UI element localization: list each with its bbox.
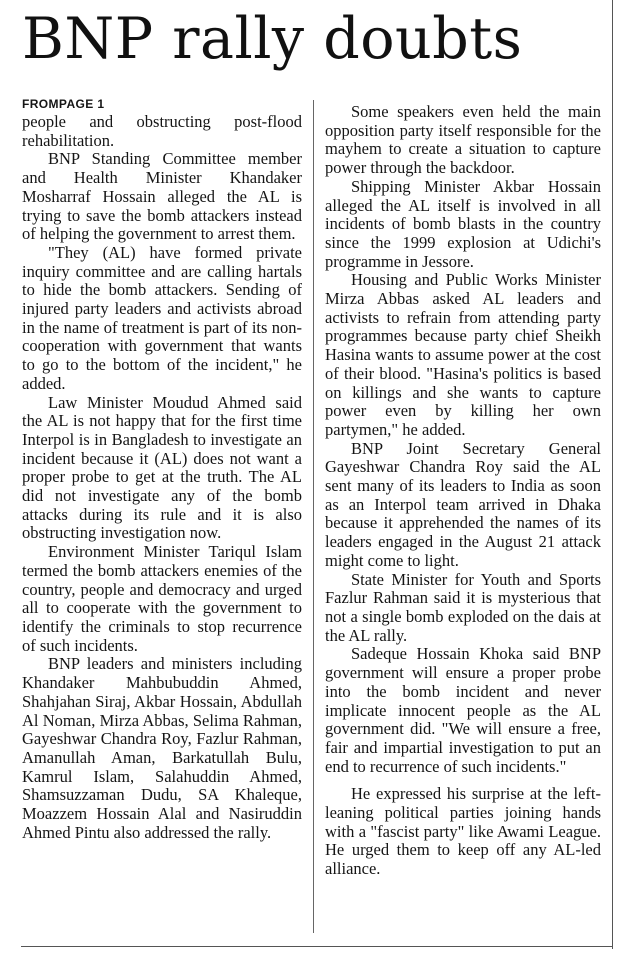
paragraph: Sadeque Hossain Khoka said BNP government will ensure a proper probe into the bomb incident and never implicate innocent people as the AL government did. "We will ensure a free, fair and impartial investigation to put an end to recurrence of such incidents." [325,644,601,776]
paragraph: He expressed his surprise at the left-leaning political parties joining hands with a "fascist party" like Awami League. He urged them to keep off any AL-led alliance. [325,784,601,879]
headline: BNP rally doubts [22,6,523,72]
left-column [22,97,302,842]
paragraph: Environment Minister Tariqul Islam termed the bomb attackers enemies of the country, people and democracy and urged all to cooperate with the government to identify the criminals to stop recurrence of such incidents. [22,542,302,655]
paragraph: Law Minister Moudud Ahmed said the AL is not happy that for the first time Interpol is in Bangladesh to investigate an incident because it (AL) does not want a proper probe to get at the truth. The AL did not investigate any of the bomb attacks during its rule and it is also obstructing investigation now. [22,392,302,543]
paragraph: BNP Joint Secretary General Gayeshwar Chandra Roy said the AL sent many of its leaders to India as soon as an Interpol team arrived in Dhaka because it apprehended the names of its leaders engaged in the August 21 attack might come to light. [325,438,601,570]
right-column [325,103,601,879]
column-rule-right [612,0,613,949]
paragraph: Shipping Minister Akbar Hossain alleged the AL itself is involved in all incidents of bomb blasts in the country since the 1999 explosion at Udichi's programme in Jessore. [325,176,601,271]
kicker: FROMPAGE 1 [22,97,105,111]
paragraph: Housing and Public Works Minister Mirza Abbas asked AL leaders and activists to refrain from attending party programmes because party chief Sheikh Hasina wants to assume power at the cost of their blood. "Hasina's politics is based on killings and she wants to capture power even by killing her own partymen," he added. [325,270,601,439]
paragraph: Some speakers even held the main opposition party itself responsible for the mayhem to create a situation to capture power through the backdoor. [325,102,601,178]
paragraph: "They (AL) have formed private inquiry committee and are calling hartals to hide the bomb attackers. Sending of injured party leaders and activists abroad in the name of treatment is part of its non-cooperation with government that wants to go to the bottom of the incident," he added. [22,242,302,393]
column-rule-middle [313,100,314,933]
paragraph: BNP Standing Committee member and Health Minister Khandaker Mosharraf Hossain alleged the AL is trying to save the bomb attackers instead of helping the government to arrest them. [22,149,302,244]
paragraph: State Minister for Youth and Sports Fazlur Rahman said it is mysterious that not a single bomb exploded on the dais at the AL rally. [325,569,601,645]
bottom-rule [21,946,613,947]
paragraph: BNP leaders and ministers including Khandaker Mahbubuddin Ahmed, Shahjahan Siraj, Akbar Hossain, Abdullah Al Noman, Mirza Abbas, Selima Rahman, Gayeshwar Chandra Roy, Fazlur Rahman, Amanullah Aman, Barkatullah Bulu, Kamrul Islam, Salahuddin Ahmed, Shamsuzzaman Dudu, SA Khaleque, Moazzem Hossain Alal and Nasiruddin Ahmed Pintu also addressed the rally. [22,654,302,842]
paragraph: people and obstructing post-flood rehabilitation. [22,112,302,150]
